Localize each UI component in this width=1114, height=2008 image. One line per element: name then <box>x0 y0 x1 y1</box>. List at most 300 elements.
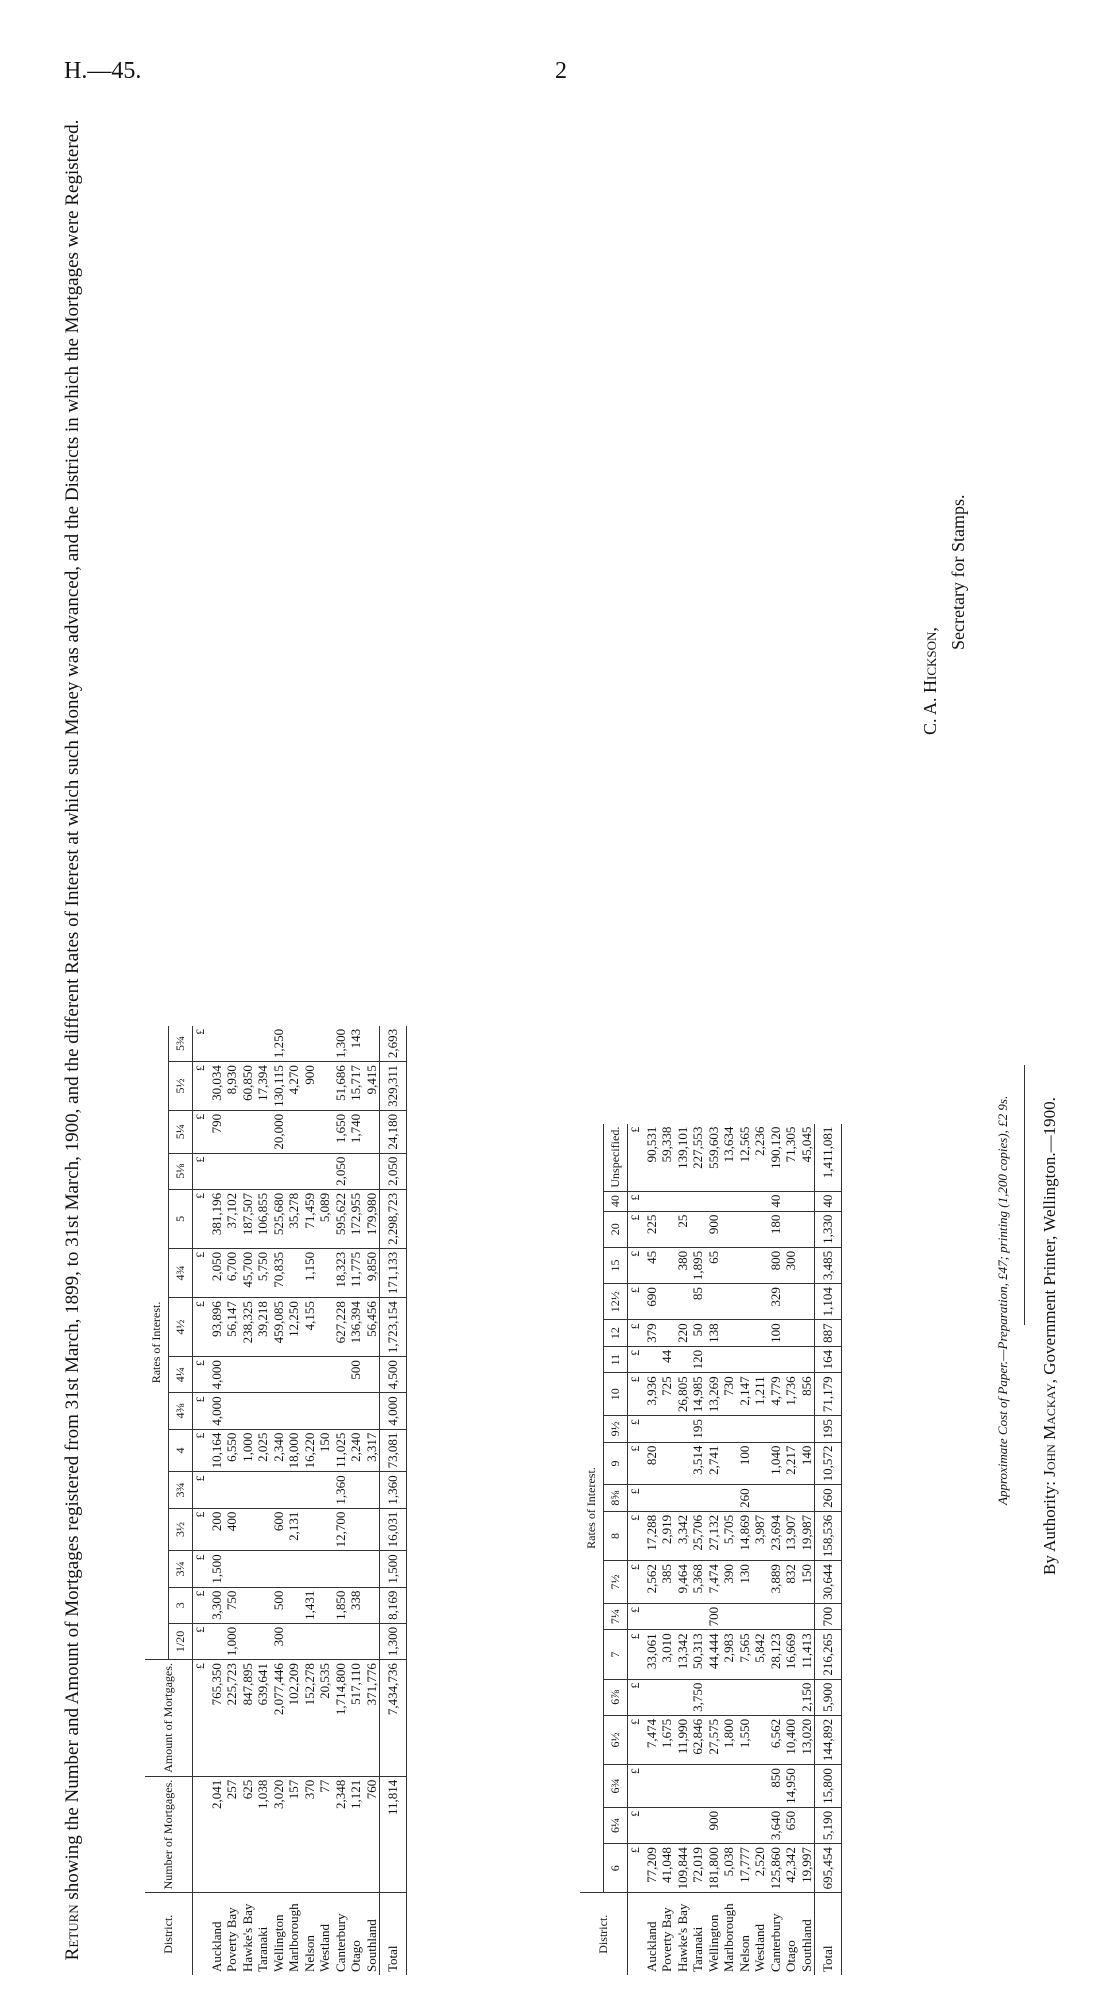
rate-cell: 2,050 <box>333 1153 349 1189</box>
rate-cell <box>783 1679 799 1715</box>
rate-header: 7½ <box>604 1561 628 1604</box>
total-cell: 2,298,723 <box>380 1189 407 1248</box>
total-cell: 16,031 <box>380 1508 407 1551</box>
rate-cell: 900 <box>302 1062 318 1111</box>
rate-cell <box>752 1320 768 1347</box>
amount-cell: 847,895 <box>240 1660 256 1777</box>
rate-header: 5 <box>169 1189 193 1248</box>
rate-cell: 106,855 <box>255 1189 271 1248</box>
rate-cell: 40 <box>768 1191 784 1211</box>
rate-cell <box>644 1765 660 1808</box>
unit-cell: £ <box>193 1587 209 1623</box>
rate-cell <box>783 1320 799 1347</box>
rate-cell <box>364 1026 380 1062</box>
rate-cell: 3,342 <box>675 1511 691 1560</box>
rate-cell: 138 <box>706 1320 722 1347</box>
rate-cell: 690 <box>644 1284 660 1320</box>
rate-cell: 5,368 <box>690 1561 706 1604</box>
rate-cell: 50 <box>690 1320 706 1347</box>
rate-cell <box>752 1191 768 1211</box>
rate-cell: 260 <box>737 1485 753 1512</box>
unit-cell: £ <box>628 1320 644 1347</box>
authority-line <box>1040 1097 1060 1575</box>
rate-cell: 16,669 <box>783 1630 799 1679</box>
rate-cell: 27,575 <box>706 1715 722 1764</box>
rate-cell: 28,123 <box>768 1630 784 1679</box>
rate-cell <box>659 1807 675 1843</box>
rate-cell <box>302 1393 318 1429</box>
total-cell: 30,644 <box>815 1561 842 1604</box>
rate-cell: 45 <box>644 1247 660 1283</box>
district-name: Wellington <box>705 1914 721 1972</box>
rate-cell <box>224 1110 240 1153</box>
rate-cell <box>690 1211 706 1247</box>
rate-cell <box>348 1153 364 1189</box>
unit-cell: £ <box>193 1393 209 1429</box>
number-cell: 2,041 <box>209 1776 225 1893</box>
rate-header: 11 <box>604 1346 628 1373</box>
number-cell: 1,038 <box>255 1776 271 1893</box>
amount-cell: 639,641 <box>255 1660 271 1777</box>
rate-cell <box>224 1393 240 1429</box>
rate-cell <box>799 1765 815 1808</box>
rate-cell: 2,025 <box>255 1429 271 1472</box>
table-row <box>224 1026 240 1975</box>
rate-cell <box>659 1320 675 1347</box>
rate-header: 6¾ <box>604 1765 628 1808</box>
rate-cell <box>659 1416 675 1443</box>
rate-cell: 4,000 <box>209 1357 225 1393</box>
rate-header: 3½ <box>169 1508 193 1551</box>
rate-cell <box>271 1153 287 1189</box>
rate-cell <box>255 1508 271 1551</box>
rate-cell <box>721 1442 737 1485</box>
rate-cell <box>690 1191 706 1211</box>
total-cell: 2,050 <box>380 1153 407 1189</box>
unit-cell: £ <box>193 1508 209 1551</box>
rate-cell <box>799 1320 815 1347</box>
rate-cell <box>737 1320 753 1347</box>
amount-cell: 371,776 <box>364 1660 380 1777</box>
rate-cell <box>783 1485 799 1512</box>
rate-cell: 10,164 <box>209 1429 225 1472</box>
total-label: Total <box>380 1893 407 1975</box>
rate-cell <box>286 1472 302 1508</box>
rate-cell: 2,340 <box>271 1429 287 1472</box>
rate-cell <box>240 1357 256 1393</box>
rate-header: 9 <box>604 1442 628 1485</box>
rate-header: 3¼ <box>169 1551 193 1587</box>
col-district: District. <box>580 1893 628 1975</box>
rate-cell <box>721 1191 737 1211</box>
rate-cell <box>644 1807 660 1843</box>
total-cell: 887 <box>815 1320 842 1347</box>
rate-cell: 27,132 <box>706 1511 722 1560</box>
rate-cell: 238,325 <box>240 1298 256 1357</box>
rate-cell: 130 <box>737 1561 753 1604</box>
rate-cell <box>659 1679 675 1715</box>
rate-cell: 700 <box>706 1603 722 1630</box>
rate-cell: 179,980 <box>364 1189 380 1248</box>
col-number: Number of Mortgages. <box>145 1776 193 1893</box>
rate-cell <box>706 1416 722 1443</box>
rate-cell <box>783 1603 799 1630</box>
unit-cell: £ <box>628 1765 644 1808</box>
rate-cell: 390 <box>721 1561 737 1604</box>
rate-cell: 820 <box>644 1442 660 1485</box>
rate-cell: 1,675 <box>659 1715 675 1764</box>
rate-cell <box>721 1679 737 1715</box>
district-name: Westland <box>752 1923 767 1972</box>
rate-cell: 7,565 <box>737 1630 753 1679</box>
rate-cell: 17,288 <box>644 1511 660 1560</box>
number-cell: 257 <box>224 1776 240 1893</box>
rate-cell <box>675 1442 691 1485</box>
unit-cell: £ <box>628 1807 644 1843</box>
rate-header: 4½ <box>169 1298 193 1357</box>
rate-cell: 150 <box>799 1561 815 1604</box>
rate-cell: 790 <box>209 1110 225 1153</box>
rate-cell: 100 <box>737 1442 753 1485</box>
rate-cell <box>752 1485 768 1512</box>
unit-cell: £ <box>628 1630 644 1679</box>
rate-cell: 227,553 <box>690 1124 706 1191</box>
rate-cell: 4,779 <box>768 1373 784 1416</box>
rate-cell <box>783 1211 799 1247</box>
mortgages-table-1 <box>145 1026 407 1975</box>
rate-cell <box>240 1623 256 1659</box>
rate-cell <box>240 1153 256 1189</box>
total-cell: 24,180 <box>380 1110 407 1153</box>
amount-cell: 152,278 <box>302 1660 318 1777</box>
rate-cell: 1,000 <box>224 1623 240 1659</box>
rate-cell: 627,228 <box>333 1298 349 1357</box>
rate-cell <box>675 1346 691 1373</box>
title-lead: Return <box>62 1904 83 1961</box>
total-cell: 1,723,154 <box>380 1298 407 1357</box>
table-row <box>752 1124 768 1975</box>
table-row <box>286 1026 302 1975</box>
rate-cell: 1,250 <box>271 1026 287 1062</box>
rate-cell <box>721 1603 737 1630</box>
authority-lead: By Authority: <box>1040 1481 1059 1575</box>
rate-cell <box>302 1357 318 1393</box>
rate-cell: 12,700 <box>333 1508 349 1551</box>
number-cell: 370 <box>302 1776 318 1893</box>
rate-cell: 6,700 <box>224 1248 240 1297</box>
rate-header: 6¼ <box>604 1807 628 1843</box>
table-row <box>690 1124 706 1975</box>
rate-cell <box>255 1026 271 1062</box>
rate-cell: 44,444 <box>706 1630 722 1679</box>
number-cell: 2,348 <box>333 1776 349 1893</box>
rate-cell: 9,464 <box>675 1561 691 1604</box>
rate-cell <box>752 1561 768 1604</box>
rate-cell: 559,603 <box>706 1124 722 1191</box>
rate-cell <box>799 1485 815 1512</box>
rate-cell: 1,040 <box>768 1442 784 1485</box>
rate-cell: 190,120 <box>768 1124 784 1191</box>
total-cell: 5,190 <box>815 1807 842 1843</box>
rate-cell: 4,000 <box>209 1393 225 1429</box>
rate-cell <box>364 1587 380 1623</box>
district-name: Nelson <box>301 1935 317 1972</box>
unit-cell: £ <box>193 1472 209 1508</box>
rate-cell <box>348 1623 364 1659</box>
district-name: Canterbury <box>767 1913 783 1972</box>
rate-cell <box>752 1346 768 1373</box>
rate-cell: 3,514 <box>690 1442 706 1485</box>
rate-cell <box>255 1393 271 1429</box>
unit-cell: £ <box>628 1247 644 1283</box>
rate-cell <box>302 1508 318 1551</box>
rate-cell: 500 <box>348 1357 364 1393</box>
rate-cell <box>783 1284 799 1320</box>
total-cell: 5,900 <box>815 1679 842 1715</box>
rate-cell <box>364 1153 380 1189</box>
rate-cell: 136,394 <box>348 1298 364 1357</box>
rate-cell: 13,020 <box>799 1715 815 1764</box>
district-name: Taranaki <box>690 1926 705 1972</box>
rate-cell: 9,850 <box>364 1248 380 1297</box>
rate-cell: 3,889 <box>768 1561 784 1604</box>
rate-cell <box>317 1508 333 1551</box>
rate-cell: 7,474 <box>644 1715 660 1764</box>
total-cell: 1,500 <box>380 1551 407 1587</box>
rate-header: 15 <box>604 1247 628 1283</box>
rate-cell: 26,805 <box>675 1373 691 1416</box>
rate-cell <box>644 1603 660 1630</box>
rate-cell <box>302 1472 318 1508</box>
total-cell: 15,800 <box>815 1765 842 1808</box>
rate-cell: 71,459 <box>302 1189 318 1248</box>
total-cell: 164 <box>815 1346 842 1373</box>
rate-header: 3¾ <box>169 1472 193 1508</box>
rate-cell <box>286 1026 302 1062</box>
rate-cell <box>690 1765 706 1808</box>
rate-cell <box>348 1508 364 1551</box>
rate-cell: 379 <box>644 1320 660 1347</box>
district-name: Otago <box>348 1940 363 1972</box>
rate-cell: 56,456 <box>364 1298 380 1357</box>
table-row <box>706 1124 722 1975</box>
rate-cell <box>209 1026 225 1062</box>
total-label: Total <box>815 1893 842 1975</box>
district-name: Hawke's Bay <box>239 1903 255 1972</box>
rate-cell: 140 <box>799 1442 815 1485</box>
total-cell: 195 <box>815 1416 842 1443</box>
rate-cell: 25 <box>675 1211 691 1247</box>
rate-cell: 72,019 <box>690 1844 706 1893</box>
total-cell: 10,572 <box>815 1442 842 1485</box>
rate-cell: 4,155 <box>302 1298 318 1357</box>
group-rates-of-interest: Rates of Interest. <box>580 1124 604 1893</box>
rate-cell: 1,736 <box>783 1373 799 1416</box>
unit-cell: £ <box>628 1603 644 1630</box>
rate-cell: 3,010 <box>659 1630 675 1679</box>
rate-cell <box>348 1551 364 1587</box>
rate-header: 4 <box>169 1429 193 1472</box>
rate-cell: 17,394 <box>255 1062 271 1111</box>
number-cell: 77 <box>317 1776 333 1893</box>
rate-cell: 11,413 <box>799 1630 815 1679</box>
total-row <box>815 1124 842 1975</box>
rate-cell: 900 <box>706 1211 722 1247</box>
rate-cell <box>348 1393 364 1429</box>
rate-cell: 35,278 <box>286 1189 302 1248</box>
district-name: Hawke's Bay <box>674 1903 690 1972</box>
table-row <box>317 1026 333 1975</box>
total-cell: 4,000 <box>380 1393 407 1429</box>
total-cell: 2,693 <box>380 1026 407 1062</box>
unit-cell <box>193 1893 209 1975</box>
rate-cell <box>721 1765 737 1808</box>
number-cell: 1,121 <box>348 1776 364 1893</box>
rate-cell: 12,250 <box>286 1298 302 1357</box>
rate-cell: 15,717 <box>348 1062 364 1111</box>
rate-cell <box>737 1211 753 1247</box>
rate-cell: 500 <box>271 1587 287 1623</box>
rate-cell: 1,800 <box>721 1715 737 1764</box>
amount-cell: 765,350 <box>209 1660 225 1777</box>
table-row <box>271 1026 287 1975</box>
rate-cell: 750 <box>224 1587 240 1623</box>
rate-cell <box>768 1679 784 1715</box>
rate-cell <box>799 1191 815 1211</box>
unit-cell <box>193 1776 209 1893</box>
rate-cell <box>286 1393 302 1429</box>
rate-cell <box>768 1603 784 1630</box>
unit-cell: £ <box>193 1298 209 1357</box>
rate-cell: 13,634 <box>721 1124 737 1191</box>
rate-cell: 2,131 <box>286 1508 302 1551</box>
rate-cell <box>302 1110 318 1153</box>
divider <box>1024 1065 1025 1325</box>
rate-cell <box>286 1110 302 1153</box>
total-cell: 1,360 <box>380 1472 407 1508</box>
rate-cell: 225 <box>644 1211 660 1247</box>
rate-cell: 17,777 <box>737 1844 753 1893</box>
rate-cell <box>317 1472 333 1508</box>
rate-cell <box>737 1603 753 1630</box>
total-cell: 40 <box>815 1191 842 1211</box>
rate-cell <box>799 1603 815 1630</box>
rate-header: 12½ <box>604 1284 628 1320</box>
rate-cell <box>224 1551 240 1587</box>
rate-cell <box>706 1485 722 1512</box>
rate-cell <box>721 1485 737 1512</box>
rate-cell: 70,835 <box>271 1248 287 1297</box>
unit-cell: £ <box>628 1561 644 1604</box>
rate-cell: 2,919 <box>659 1511 675 1560</box>
rate-cell: 385 <box>659 1561 675 1604</box>
rate-cell: 19,987 <box>799 1511 815 1560</box>
rate-cell: 90,531 <box>644 1124 660 1191</box>
rate-cell: 16,220 <box>302 1429 318 1472</box>
unit-cell: £ <box>193 1660 209 1777</box>
rate-cell <box>255 1623 271 1659</box>
rate-cell: 42,342 <box>783 1844 799 1893</box>
rate-cell: 329 <box>768 1284 784 1320</box>
district-name: Marlborough <box>721 1903 736 1972</box>
rate-cell <box>721 1247 737 1283</box>
amount-cell: 225,723 <box>224 1660 240 1777</box>
rate-cell: 45,045 <box>799 1124 815 1191</box>
rate-cell <box>240 1110 256 1153</box>
unit-cell: £ <box>628 1715 644 1764</box>
amount-cell: 2,077,446 <box>271 1660 287 1777</box>
rate-cell <box>799 1284 815 1320</box>
rate-cell <box>737 1247 753 1283</box>
rate-cell <box>302 1551 318 1587</box>
rate-cell: 30,034 <box>209 1062 225 1111</box>
unit-cell: £ <box>193 1110 209 1153</box>
unit-cell: £ <box>628 1844 644 1893</box>
rate-cell <box>317 1062 333 1111</box>
rate-cell <box>317 1026 333 1062</box>
rate-cell <box>364 1110 380 1153</box>
rate-cell <box>675 1191 691 1211</box>
unit-cell <box>628 1893 644 1975</box>
rate-cell: 1,850 <box>333 1587 349 1623</box>
authority-rest: Government Printer, Wellington.—1900. <box>1040 1097 1059 1375</box>
rate-cell <box>644 1191 660 1211</box>
rate-cell <box>721 1416 737 1443</box>
rate-header: 7 <box>604 1630 628 1679</box>
rate-cell: 400 <box>224 1508 240 1551</box>
rate-cell: 1,300 <box>333 1026 349 1062</box>
authority-name: John Mackay, <box>1040 1378 1059 1477</box>
table-row <box>364 1026 380 1975</box>
rate-header: 5¾ <box>169 1026 193 1062</box>
table-row <box>783 1124 799 1975</box>
rate-cell <box>659 1247 675 1283</box>
rate-cell <box>721 1320 737 1347</box>
unit-cell: £ <box>628 1442 644 1485</box>
rate-cell <box>644 1346 660 1373</box>
rate-cell <box>799 1247 815 1283</box>
rate-cell <box>240 1026 256 1062</box>
rate-cell: 3,750 <box>690 1679 706 1715</box>
cost-note: Approximate Cost of Paper.—Preparation, £47; printing (1,200 copies), £2 9s. <box>995 1095 1010 1505</box>
rate-cell <box>752 1807 768 1843</box>
rate-cell <box>317 1248 333 1297</box>
unit-cell: £ <box>628 1679 644 1715</box>
col-district: District. <box>145 1893 193 1975</box>
unit-cell: £ <box>193 1429 209 1472</box>
rate-cell <box>690 1603 706 1630</box>
rate-cell <box>706 1346 722 1373</box>
table-row <box>644 1124 660 1975</box>
rate-header: 8⅝ <box>604 1485 628 1512</box>
rate-cell <box>752 1715 768 1764</box>
rate-cell <box>768 1485 784 1512</box>
table-row <box>721 1124 737 1975</box>
district-name: Poverty Bay <box>224 1907 239 1972</box>
district-name: Poverty Bay <box>659 1907 674 1972</box>
rate-header: 12 <box>604 1320 628 1347</box>
rate-cell: 139,101 <box>675 1124 691 1191</box>
rate-header: 4¼ <box>169 1357 193 1393</box>
unit-cell: £ <box>628 1511 644 1560</box>
rate-cell: 2,240 <box>348 1429 364 1472</box>
unit-cell: £ <box>193 1623 209 1659</box>
rate-cell <box>752 1603 768 1630</box>
rate-cell <box>286 1153 302 1189</box>
rate-cell <box>706 1284 722 1320</box>
rate-cell: 125,860 <box>768 1844 784 1893</box>
rate-cell: 100 <box>768 1320 784 1347</box>
